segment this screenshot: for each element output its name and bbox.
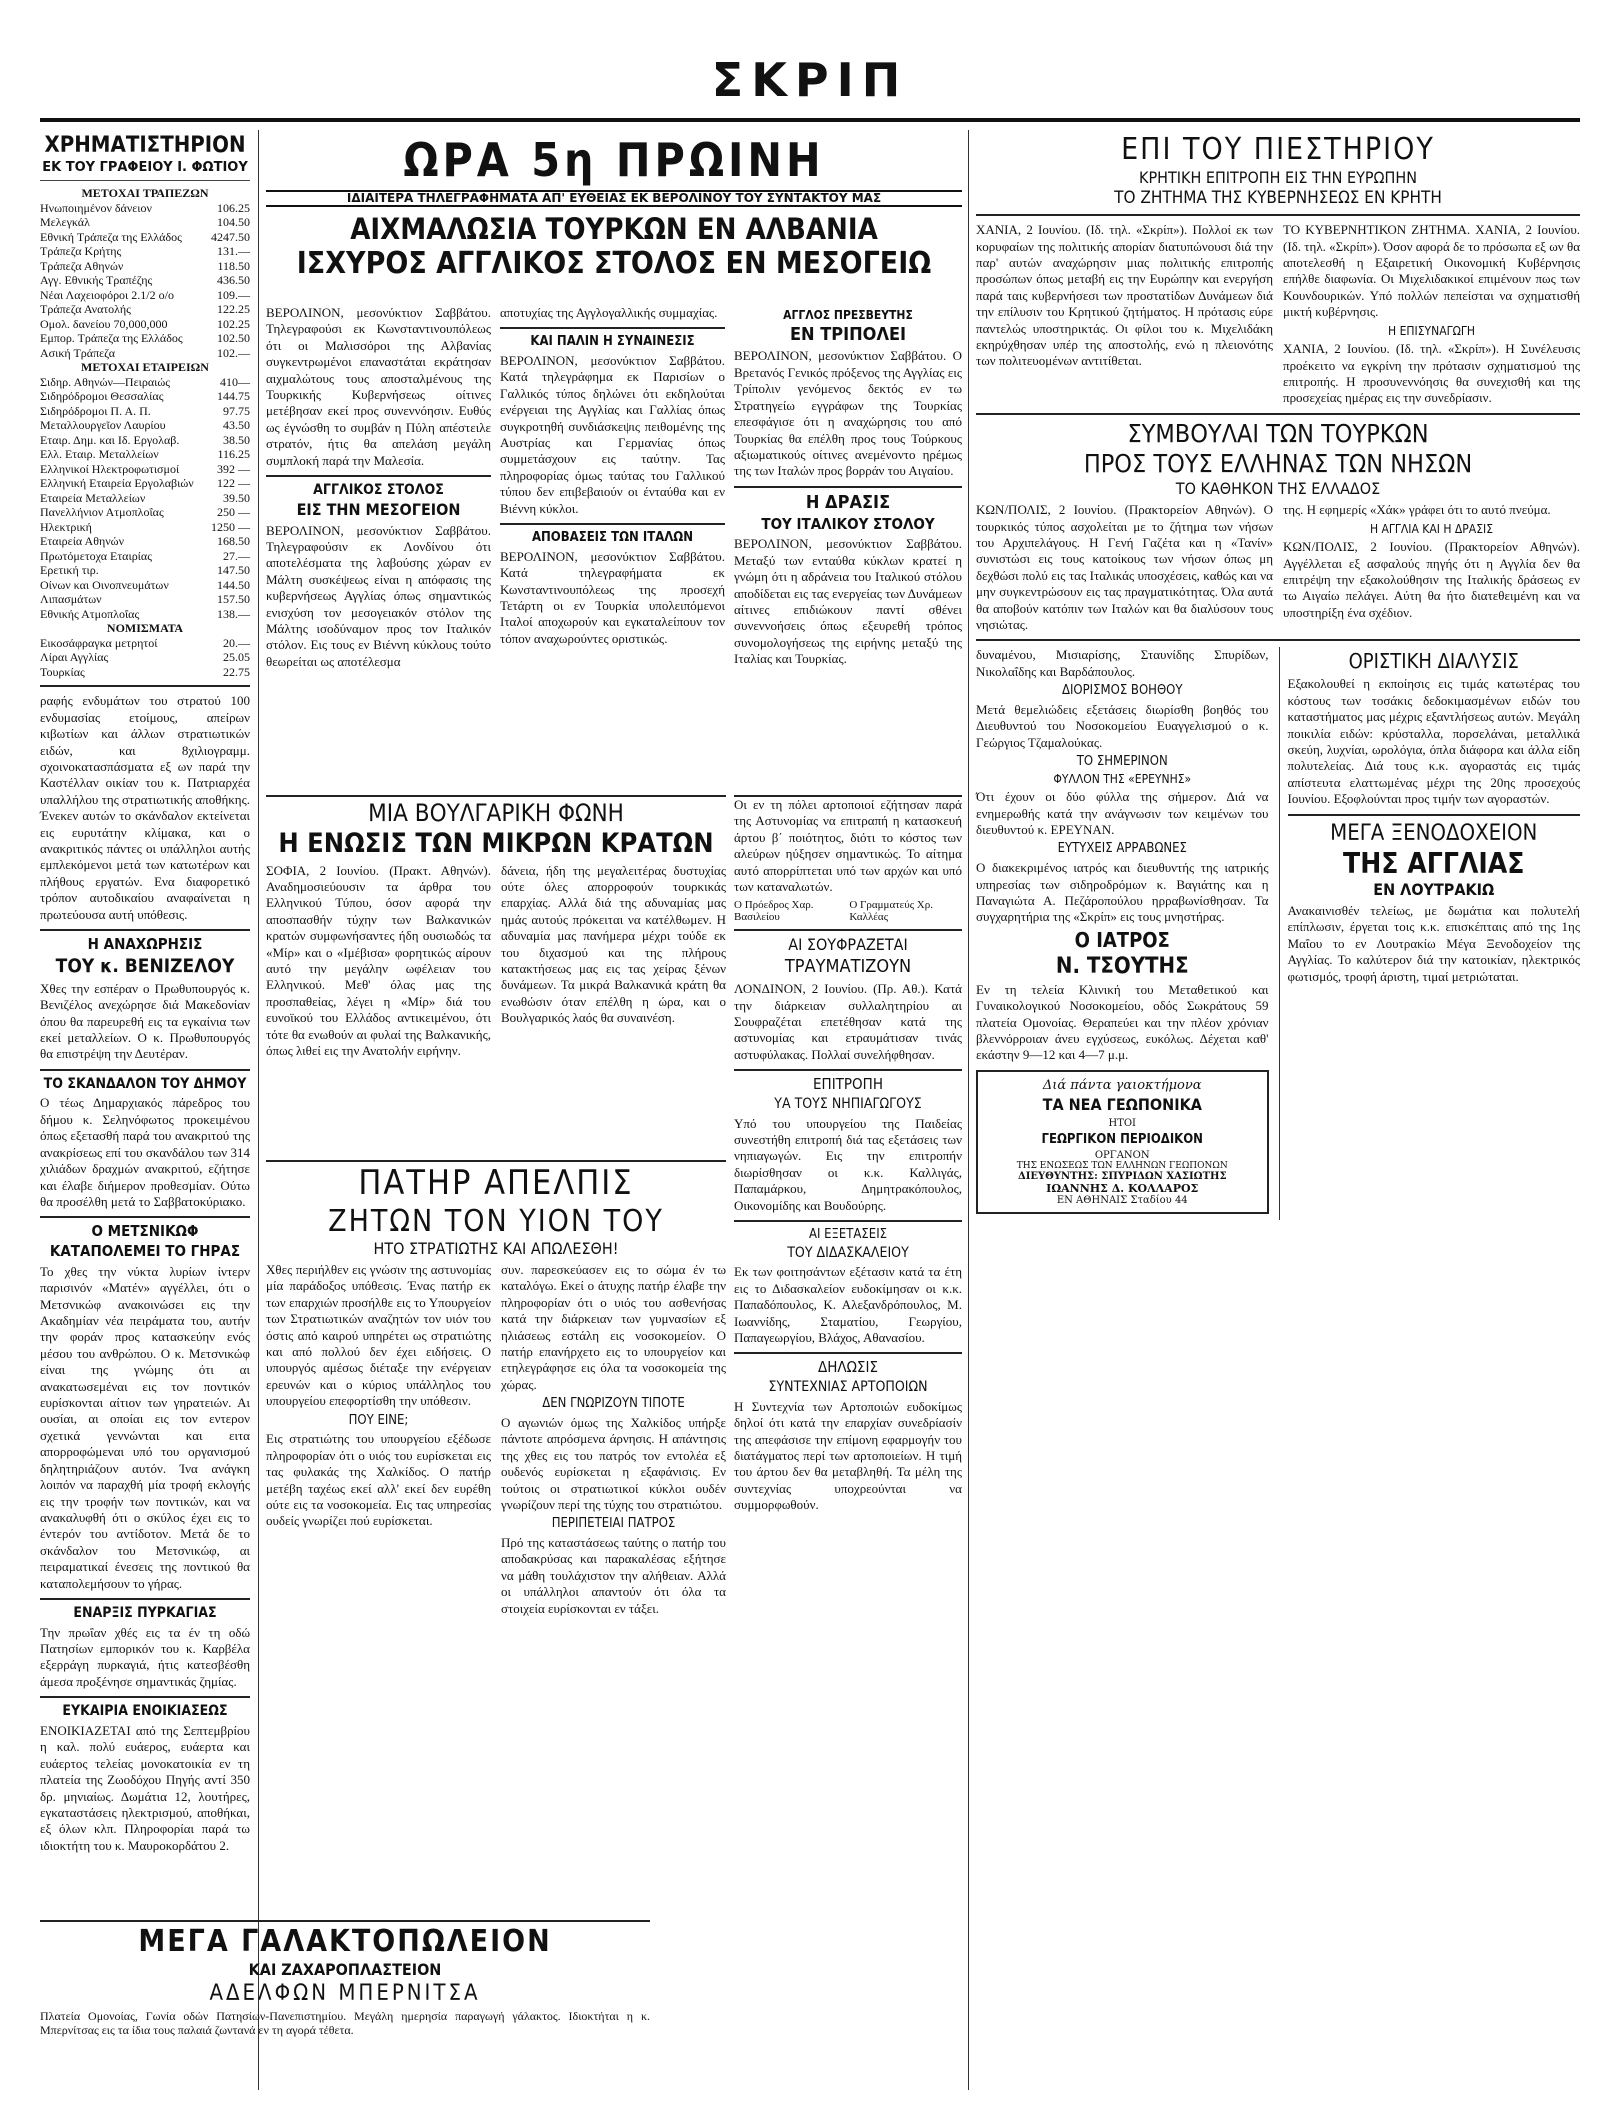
headline-kindergarten: ΥΑ ΤΟΥΣ ΝΗΠΙΑΓΩΓΟΥΣ bbox=[774, 1095, 922, 1112]
exchange-row-label: Πρωτόμετοχα Εταιρίας bbox=[40, 548, 152, 563]
exchange-row-value: 250 — bbox=[217, 505, 250, 520]
article-clothing-scandal: ραφής ενδυμάτων του στρατού 100 ενδυμασίας ετοίμους, απείρων κιβωτίων και άλλων στρατιωτικών ειδών, και 8χιλιογραμμ. σχοινοκατασπάσματα εξ ων παρά την Καστέλλαν οικίαν του κ. Πατριαρχέα υπαλλήλου της στρατιωτικής αποθήκης. Ένεκεν αυτών το σκάνδαλον εκτείνεται εις ευρυτάτην κλίμακα, και ο ανακριτικός πάντες οι υπάλληλοι αυτής εμπλεκόμενοι μετά των κατωτέρων και πλήθους εργατών. Ενα διαφορετικό τρόπον αυτοδικαίου αναφαίνεται η πρωτεύουσα αυτή υπόθεσις. bbox=[40, 693, 250, 922]
exchange-row-label: Τράπεζα Αθηνών bbox=[40, 258, 124, 273]
headline-greece-duty: ΤΟ ΚΑΘΗΚΟΝ ΤΗΣ ΕΛΛΑΔΟΣ bbox=[1175, 479, 1381, 499]
exchange-row bbox=[40, 650, 250, 665]
article-father-c: συν. παρεσκεύασεν εις το σώμα έν τω καταλόγω. Εκεί ο άτυχης πατήρ έλαβε την πληροφορίαν ότι ο υιός του ασθενήσας κατά την διάρκειαν των γυμνασίων εξ ηλιάσεως εστάλη εις νοσοκομείον. Ο πατήρ επανήρχετο εις το υπουργείον και ετηλεγράφησε εις όλα τα νοσοκομεία της χώρας. bbox=[501, 1261, 726, 1392]
exchange-row bbox=[40, 230, 250, 245]
article-advice-c: ΚΩΝ/ΠΟΛΙΣ, 2 Ιουνίου. (Πρακτορείον Αθηνών). Αγγέλλεται εξ ασφαλούς πηγής ότι η Αγγλία δεν θα επιτρέψη την εξακολούθησιν της Ιταλικής δράσεως εν τω Αιγαίω πελάγει. Αύτη θα ήτο διατεθειμένη και να υποστηρίξη ένα σχέδιον. bbox=[1283, 539, 1580, 620]
headline-engagement: ΕΥΤΥΧΕΙΣ ΑΡΡΑΒΩΝΕΣ bbox=[1057, 841, 1187, 857]
headline-afflictions: ΠΕΡΙΠΕΤΕΙΑΙ ΠΑΤΡΟΣ bbox=[551, 1516, 676, 1532]
agronomy-address: ΕΝ ΑΘΗΝΑΙΣ Σταδίου 44 bbox=[1056, 1195, 1188, 1207]
headline-doctor: Ο ΙΑΤΡΟΣ bbox=[1074, 927, 1170, 952]
headline-loutraki: ΕΝ ΛΟΥΤΡΑΚΙΩ bbox=[1373, 880, 1495, 900]
exchange-row-label: Μεταλλουργεῖον Λαυρίου bbox=[40, 418, 166, 433]
headline-soldier-lost: ΗΤΟ ΣΤΡΑΤΙΩΤΗΣ ΚΑΙ ΑΠΩΛΕΣΘΗ! bbox=[373, 1239, 619, 1259]
exchange-row-label: Λίραι Αγγλίας bbox=[40, 650, 109, 665]
headline-erevna-sheet: ΦΥΛΛΟΝ ΤΗΣ «ΕΡΕΥΝΗΣ» bbox=[1053, 771, 1192, 786]
exchange-row-label: Εικοσάφραγκα μετρητοί bbox=[40, 635, 158, 650]
column-right bbox=[976, 130, 1580, 2090]
exchange-row bbox=[40, 549, 250, 564]
exchange-row bbox=[40, 447, 250, 462]
exchange-row-value: 122.25 bbox=[217, 302, 250, 317]
article-crete-a: ΧΑΝΙΑ, 2 Ιουνίου. (Ιδ. τηλ. «Σκρίπ»). Πολλοί εκ των κορυφαίων της πολιτικής απορίαν διατυπώνουσι διά την παρ' αυτών αναχώρησιν μιας πολιτικής επιτροπής προσώπων όπως μεταβή εις την Ευρώπην και ενεργήση παρά ταις κυβερνήσεσι των προστατίδων Δυνάμεων διά την επίλυσιν του Κρητικού ζητήματος. Η πρότασις εύρε παντελώς υποστηρικτάς. Οι φίλοι του κ. Μιχελιδάκη εκηρύχθησαν υπέρ της αποστολής, ενώ η πλειονότης των πολιτευομένων αντιτίθεται. bbox=[976, 222, 1273, 369]
exchange-row-label: Ελλ. Εταιρ. Μεταλλείων bbox=[40, 447, 159, 462]
exchange-row-value: 147.50 bbox=[217, 563, 250, 578]
exchange-row-value: 118.50 bbox=[217, 258, 250, 273]
exchange-row-label: Εθνικής Ατμοπλοΐας bbox=[40, 606, 140, 621]
headline-bakers-guild: ΣΥΝΤΕΧΝΙΑΣ ΑΡΤΟΠΟΙΩΝ bbox=[768, 1379, 928, 1396]
exchange-row-label: Πανελλήνιον Ατμοπλοΐας bbox=[40, 505, 164, 520]
article-crete-b: ΤΟ ΚΥΒΕΡΝΗΤΙΚΟΝ ΖΗΤΗΜΑ. ΧΑΝΙΑ, 2 Ιουνίου. (Ιδ. τηλ. «Σκρίπ»). Όσον αφορά δε το πρόσωπα εξ ων θα αποτελεσθή η Εξαιρετική Οικονομική Κυβέρνησις επήλθε διαφωνία. Οι Μιχελιδακικοί επιμένουν πως των Κουνδουρικών. Υπό πολλών πεπείσται να σχηματισθή μικτή κυβέρνησις. bbox=[1283, 222, 1580, 320]
headline-on-press: ΕΠΙ ΤΟΥ ΠΙΕΣΤΗΡΙΟΥ bbox=[1121, 132, 1435, 167]
bank-section-title: ΜΕΤΟΧΑΙ ΤΡΑΠΕΖΩΝ bbox=[81, 186, 209, 201]
article-venizelos: Χθες την εσπέραν ο Πρωθυπουργός κ. Βενιζέλος ανεχώρησε διά Μακεδονίαν όπου θα παρευρεθή εις τα εγκαίνια των εκεί μεταλλείων. Ο κ. Πρωθυπουργός θα επιστρέψη την Δευτέραν. bbox=[40, 980, 250, 1062]
exchange-row bbox=[40, 346, 250, 361]
headline-today: ΤΟ ΣΗΜΕΡΙΝΟΝ bbox=[1076, 754, 1168, 770]
article-italian-fleet: ΒΕΡΟΛΙΝΟΝ, μεσονύκτιον Σαββάτου. Μεταξύ των ενταύθα κύκλων κρατεί η γνώμη ότι η αδράνεια του Ιταλικού στόλου αποδίδεται εις τας ενεργείας των Δυνάμεων αίτινες επιδιώκουν παντί σθένει συνεννοήσεις όπως εξευρεθή τρόπος συνομολογήσεως της ειρήνης μεταξύ της Ιταλίας και Τουρκίας. bbox=[734, 536, 962, 667]
agronomy-ad bbox=[976, 1070, 1269, 1214]
headline-municipal-scandal: ΤΟ ΣΚΑΝΔΑΛΟΝ ΤΟΥ ΔΗΜΟΥ bbox=[43, 1075, 247, 1092]
headline-action: Η ΔΡΑΣΙΣ bbox=[805, 491, 891, 513]
exchange-row-value: 25.05 bbox=[223, 650, 250, 665]
exchange-row-label: Εταιρεία Μεταλλείων bbox=[40, 490, 146, 505]
article-advice-b: της. Η εφημερίς «Χάκ» γράφει ότι το αυτό πνεύμα. bbox=[1283, 502, 1551, 518]
exchange-row bbox=[40, 418, 250, 433]
headline-to-greeks: ΠΡΟΣ ΤΟΥΣ ΕΛΛΗΝΑΣ ΤΩΝ ΝΗΣΩΝ bbox=[1083, 449, 1473, 479]
exchange-row-value: 4247.50 bbox=[211, 229, 250, 244]
agronomy-publisher: ΙΩΑΝΝΗΣ Δ. ΚΟΛΛΑΡΟΣ bbox=[1046, 1182, 1199, 1196]
exchange-row-label: Εμπορ. Τράπεζα της Ελλάδος bbox=[40, 331, 183, 346]
headline-crete-government: ΤΟ ΖΗΤΗΜΑ ΤΗΣ ΚΥΒΕΡΝΗΣΕΩΣ ΕΝ ΚΡΗΤΗ bbox=[1114, 188, 1442, 209]
headline-venizelos: ΤΟΥ κ. ΒΕΝΙΖΕΛΟΥ bbox=[55, 954, 235, 977]
article-father-a: Χθες περιήλθεν εις γνώσιν της αστυνομίας μία παράδοξος υπόθεσις. Ένας πατήρ εκ των επαρχιών προσήλθε εις το Υπουργείον των Στρατιωτικών αναζητών τον υιόν του όστις από καιρού υπηρέτει ως στρατιώτης και από πολλού δεν έχει ειδήσεις. Ο υπουργός αμέσως διέταξε την ενέργειαν ερευνών και ο κύριος υπάλληλος του υπουργείου επεφορτίσθη την υπόθεσιν. bbox=[266, 1261, 491, 1409]
agronomy-title: ΤΑ ΝΕΑ ΓΕΩΠΟΝΙΚΑ bbox=[1042, 1094, 1202, 1114]
exchange-row bbox=[40, 259, 250, 274]
exchange-row-label: Νέαι Λαχειοφόροι 2.1/2 ο/ο bbox=[40, 287, 174, 302]
article-metchnikoff: Το χθες την νύκτα λυρίων ίντερν παρισινόν «Ματέν» αγγέλλει, ότι ο Μετσνικώφ ανακοινώσει εις την Ακαδημίαν νέα πειράματα του, αυτήν την φοράν προς κατασκεύην ενός μέσου του ανθρώπου. Ο κ. Μετσνικώφ είναι της γνώμης ότι αι ανακατωσεμέναι εις τον ποντικόν ευρίσκονται αίτιον των γηρατειών. Αι ουσίαι, αι οποίαι εις τον εντερον σχετικά γεννώνται και ειτα απορροφώμεναι υπό του οργανισμού δηλητηριάζουν αυτόν. Ίνα ανάγκη λοιπόν να παραχθή μία τροφή εκλογής εις την τροφήν των ποντικών, και να ανακαλυφθή ότι ο σκύλος έχει εις το έντερόν του αντίδοτον. Μετά δε το σκάνδαλον του Μετσνικώφ, αι πειραματικαί ένεσεις της ποντικού θα καταπολεμήσουν το γήρας. bbox=[40, 1263, 250, 1591]
agronomy-tagline: Διά πάντα γαιοκτήμονα bbox=[1042, 1077, 1202, 1093]
column-left bbox=[40, 130, 250, 2090]
exchange-row bbox=[40, 244, 250, 259]
exchange-row bbox=[40, 201, 250, 216]
article-bulgarian-b: δάνεια, ήδη της μεγαλειτέρας δυστυχίας ούτε όλες απορροφούν τουρκικάς επαρχίας. Αλλά διά της αδυναμίας μας ημάς αυτούς πρόκειται να κατέλθωμεν. Η αδυναμία μας πανήμερα μέχρι τούδε εκ του διχασμού και της πλήρους κατακτήσεως μας εις τας χείρας ξένων δυνάμεων. Τα μικρά Βαλκανικά κράτη θα ενωθώσιν όταν επέλθη η ώρα, και ο Βουλγαρικός λαός θα συναινέση. bbox=[501, 862, 726, 1026]
exchange-row bbox=[40, 433, 250, 448]
article-alliance-tail: αποτυχίας της Αγγλογαλλικής συμμαχίας. bbox=[500, 305, 718, 320]
headline-withdrawal: Η ΑΝΑΧΩΡΗΣΙΣ bbox=[87, 935, 203, 954]
edition-subtitle: ΙΔΙΑΙΤΕΡΑ ΤΗΛΕΓΡΑΦΗΜΑΤΑ ΑΠ' ΕΥΘΕΙΑΣ ΕΚ ΒΕΡΟΛΙΝΟΥ ΤΟΥ ΣΥΝΤΑΚΤΟΥ ΜΑΣ bbox=[266, 190, 962, 207]
exchange-row-value: 102.50 bbox=[217, 331, 250, 346]
exchange-row-label: Ηνωποιημένον δάνειον bbox=[40, 200, 152, 215]
dairy-title: ΜΕΓΑ ΓΑΛΑΚΤΟΠΩΛΕΙΟΝ bbox=[138, 1924, 552, 1959]
middle-banner bbox=[266, 210, 962, 300]
exchange-table bbox=[40, 186, 250, 679]
exchange-row bbox=[40, 592, 250, 607]
exchange-row-value: 109.— bbox=[217, 287, 250, 302]
exchange-subtitle: ΕΚ ΤΟΥ ΓΡΑΦΕΙΟΥ Ι. ΦΩΤΙΟΥ bbox=[42, 160, 248, 176]
article-suffragettes: ΛΟΝΔΙΝΟΝ, 2 Ιουνίου. (Πρ. Αθ.). Κατά την διάρκειαν συλλαλητηρίου αι Σουφραζέται επετέθησαν κατά της αστυνομίας και ετραυμάτισαν τινάς αστυφύλακας. Πολλαί συνελήφθησαν. bbox=[734, 981, 962, 1062]
headline-declaration: ΔΗΛΩΣΙΣ bbox=[818, 1358, 878, 1377]
exchange-row-value: 22.75 bbox=[223, 664, 250, 679]
bulgarian-section bbox=[266, 795, 726, 1157]
exchange-row bbox=[40, 215, 250, 230]
exchange-row-value: 104.50 bbox=[217, 215, 250, 230]
headline-of-england: ΤΗΣ ΑΓΓΛΙΑΣ bbox=[1343, 846, 1525, 880]
exchange-row-value: 131.— bbox=[217, 244, 250, 259]
exchange-row bbox=[40, 302, 250, 317]
exchange-row-label: Τράπεζα Ανατολής bbox=[40, 302, 131, 317]
exchange-row-value: 122 — bbox=[217, 476, 250, 491]
exchange-row bbox=[40, 520, 250, 535]
article-fleet: ΒΕΡΟΛΙΝΟΝ, μεσονύκτιον Σαββάτου. Τηλεγραφούσιν εκ Λονδίνου ότι αποτελέσματα της λαβούσης χώραν εν Μάλτη συσκέψεως είναι η απόφασις της κυβερνήσεως Αγγλίας όπως σημαντικώς ενισχύση τον μεσογειακόν στόλον της Μάλτης ισοδύναμον προς τον Ιταλικόν στόλον. Εις τους εν Βιέννη κύκλους τούτο θεωρείται ως αποτέλεσμα bbox=[266, 522, 491, 669]
exchange-row-label: Ερετική τιρ. bbox=[40, 563, 99, 578]
exchange-row-label: Ελληνική Εταιρεία Εργολαβιών bbox=[40, 476, 194, 491]
headline-tripoli: ΕΝ ΤΡΙΠΟΛΕΙ bbox=[789, 323, 907, 345]
exchange-row bbox=[40, 331, 250, 346]
masthead-rule bbox=[40, 118, 1580, 122]
article-crete-c: ΧΑΝΙΑ, 2 Ιουνίου. (Ιδ. τηλ. «Σκρίπ»). Η Συνέλευσις προέκειτο να εγκρίνη την πρότασιν σχηματισμού της επιτροπής. Η προσυνεννόησις θα συνεχισθή και της προσεχείας ημέρας εις την συνεδρίασιν. bbox=[1283, 341, 1580, 406]
exchange-row-label: Εθνική Τράπεζα της Ελλάδος bbox=[40, 229, 182, 244]
exchange-row bbox=[40, 505, 250, 520]
dairy-ad bbox=[40, 1920, 650, 2042]
exchange-row-value: 138.— bbox=[217, 606, 250, 621]
headline-albania: ΑΙΧΜΑΛΩΣΙΑ ΤΟΥΡΚΩΝ ΕΝ ΑΛΒΑΝΙΑ bbox=[350, 212, 878, 246]
headline-committee: ΕΠΙΤΡΟΠΗ bbox=[813, 1075, 883, 1094]
exchange-row-value: 102.— bbox=[217, 345, 250, 360]
article-doctor: Εν τη τελεία Κλινική του Μεταθετικού και Γυναικολογικού Νοσοκομείου, οδός Σωκράτους 59 πλατεία Ομονοίας. Θεραπεύει και την πλέον χρόνιαν βλεννόρροιαν άνευ εγχύσεως, ευκόλως. Δέχεται καθ' εκάστην 9—12 και 4—7 μ.μ. bbox=[976, 981, 1269, 1063]
article-bread: Οι εν τη πόλει αρτοποιοί εζήτησαν παρά της Αστυνομίας να επιτραπή η κατασκευή άρτου β΄ ποιότητος, διότι το κόστος των αλεύρων ηύξησεν σημαντικώς. Το αίτημα αυτό απορρίπτεται υπό των αρχών και υπό των καταναλωτών. bbox=[734, 797, 962, 895]
middle-column-a bbox=[266, 305, 491, 785]
middle-top bbox=[266, 130, 962, 205]
headline-unknown: ΔΕΝ ΓΝΩΡΙΖΟΥΝ ΤΙΠΟΤΕ bbox=[542, 1396, 685, 1412]
headline-envoy: ΑΓΓΛΟΣ ΠΡΕΣΒΕΥΤΗΣ bbox=[783, 308, 913, 322]
exchange-row-label: Λιπασμάτων bbox=[40, 592, 102, 607]
exchange-row bbox=[40, 288, 250, 303]
exchange-row bbox=[40, 563, 250, 578]
exchange-row-value: 106.25 bbox=[217, 200, 250, 215]
masthead: ΣΚΡΙΠ bbox=[711, 53, 909, 107]
newspaper-page bbox=[40, 50, 1580, 2050]
headline-cretan-committee: ΚΡΗΤΙΚΗ ΕΠΙΤΡΟΠΗ ΕΙΣ ΤΗΝ ΕΥΡΩΠΗΝ bbox=[1139, 167, 1417, 187]
exchange-row-value: 39.50 bbox=[223, 490, 250, 505]
exchange-row-value: 157.50 bbox=[217, 592, 250, 607]
headline-appointment: ΔΙΟΡΙΣΜΟΣ ΒΟΗΘΟΥ bbox=[1061, 683, 1183, 699]
exchange-row-value: 436.50 bbox=[217, 273, 250, 288]
exchange-row bbox=[40, 273, 250, 288]
article-father-d: Ο αγωνιών όμως της Χαλκίδος υπήρξε πάντοτε απρόσμενα άρνησις. Η απάντησις της χθες εις του πατρός τον εντολέα εξ ουδενός ευρίσκεται η εξαφάνισις. Εν τούτοις οι στρατιωτικοί κύκλοι ουδέν γνωρίζουν περί της τύχης του στρατιώτου. bbox=[501, 1414, 726, 1512]
exchange-row bbox=[40, 462, 250, 477]
agronomy-organ: ΟΡΓΑΝΟΝ bbox=[1094, 1150, 1150, 1162]
headline-suffragettes: ΑΙ ΣΟΥΦΡΑΖΕΤΑΙ bbox=[788, 935, 908, 955]
edition-title: ΩΡΑ 5η ΠΡΩΙΝΗ bbox=[403, 133, 825, 187]
headline-injure: ΤΡΑΥΜΑΤΙΖΟΥΝ bbox=[784, 956, 912, 978]
article-bulgarian-a: ΣΟΦΙΑ, 2 Ιουνίου. (Πρακτ. Αθηνών). Αναδημοσιεύουσιν τα άρθρα του Ελληνικού Τύπου, όσον αφορά την αποσπασθήν τύχην των Βαλκανικών κρατών συμφωνήσαντες ήδη ουσιωδώς τα «Μίρ» και ο «Ιμέβισα» φορητικώς αίρουν αυτό την μεγάλην ωφέλειαν του Ελληνικού. Μεθ' όλας μας της προσπαθείας, λέγει η «Μίρ» διά του ευνοϊκού του Ελλάδος αντικειμένου, ότι τότε θα ενωθούν αι φυλαί της Βαλκανικής, όπως λιθεί εις την Ανατολήν ειρήνην. bbox=[266, 862, 491, 1058]
exchange-row-label: Εταιρ. Δημ. και Ιδ. Εργολαβ. bbox=[40, 432, 180, 447]
exchange-title: ΧΡΗΜΑΤΙΣΤΗΡΙΟΝ bbox=[44, 133, 246, 158]
exchange-row bbox=[40, 578, 250, 593]
exchange-row-value: 144.50 bbox=[217, 577, 250, 592]
dairy-text: Πλατεία Ομονοίας, Γωνία οδών Πατησίων-Πανεπιστημίου. Μεγάλη ημερησία παραγωγή γάλακτος. Ιδιοκτήται η κ. Μπερνίτσας εις τα ίδια τους παλαιά ζωντανά εν τη αγορά τέθετα. bbox=[40, 2009, 650, 2038]
headline-england-action: Η ΑΓΓΛΙΑ ΚΑΙ Η ΔΡΑΣΙΣ bbox=[1369, 521, 1494, 536]
exchange-row bbox=[40, 491, 250, 506]
exchange-row-value: 27.— bbox=[223, 548, 250, 563]
signature-secretary: Ο Γραμματεύς Χρ. Καλλέας bbox=[849, 899, 933, 924]
column-rule-1 bbox=[258, 130, 259, 2090]
exchange-row-label: Σιδηρόδρομοι Π. Α. Π. bbox=[40, 403, 151, 418]
exchange-row-value: 392 — bbox=[217, 461, 250, 476]
headline-union-small-states: Η ΕΝΩΣΙΣ ΤΩΝ ΜΙΚΡΩΝ ΚΡΑΤΩΝ bbox=[278, 828, 714, 860]
headline-turkish-advice: ΣΥΜΒΟΥΛΑΙ ΤΩΝ ΤΟΥΡΚΩΝ bbox=[1127, 418, 1429, 448]
article-again: ΒΕΡΟΛΙΝΟΝ, μεσονύκτιον Σαββάτου. Κατά τηλεγράφημα εκ Παρισίων ο Γαλλικός τύπος δηλώνει ότι εκδηλούται ενέργειαι της Αγγλίας και Γαλλίας όπως συγκροτηθή συνδιάσκεψις πειθομένης της Αυστρίας και Γερμανίας όπως συμμετάσχουν εις ταύτην. Τας πληροφορίας όμως ταύτας του Γαλλικού τύπου δεν επιβεβαιούν οι ένταύθα και εν Βιέννη κύκλοι. bbox=[500, 353, 725, 516]
signature-president: Ο Πρόεδρος Χαρ. Βασιλείου bbox=[734, 899, 814, 924]
exchange-row-label: Τουρκίας bbox=[40, 664, 85, 679]
exchange-row bbox=[40, 534, 250, 549]
exchange-row bbox=[40, 404, 250, 419]
father-section bbox=[266, 1160, 726, 1922]
exchange-row-value: 168.50 bbox=[217, 534, 250, 549]
headline-fleet-2: ΑΓΓΛΙΚΟΣ ΣΤΟΛΟΣ bbox=[313, 482, 444, 499]
article-tripoli: ΒΕΡΟΛΙΝΟΝ, μεσονύκτιον Σαββάτου. Ο Βρετανός Γενικός πρόξενος της Αγγλίας εις Τρίπολιν γενόμενος δεκτός εν τω Στρατηγείω εγγράφων της Τουρκίας επεσφάγισε ότι η αναχώρησις του από Τουρκίας θα επέλθη προς τους Τούρκους αξιωματικούς οίτινες ανεμένοντο ηρέμως της των Ιταλών προς βορράν του Αιγαίου. bbox=[734, 348, 962, 479]
headline-tsoutis: Ν. ΤΣΟΥΤΗΣ bbox=[1055, 953, 1189, 979]
article-albania: ΒΕΡΟΛΙΝΟΝ, μεσονύκτιον Σαββάτου. Τηλεγραφούσι εκ Κωνσταντινουπόλεως ότι οι Μαλισσόροι της Αλβανίας συγκεντρωμένοι επαναστάται εκράτησαν αιχμαλώτους τους αποσταλμένους της Τουρκικής Κυβερνήσεως οίτινες μετέβησαν εκεί προς συνεννόησιν. Ευθύς ως έγνώσθη το συμβάν η Πύλη απέστειλε στρατόν, ήτις θα απελάση μεγάλη συμπλοκή παρά την Μαλεσία. bbox=[266, 305, 491, 468]
headline-seeking-son: ΖΗΤΩΝ ΤΟΝ ΥΙΟΝ ΤΟΥ bbox=[328, 1203, 664, 1239]
exchange-row bbox=[40, 476, 250, 491]
article-father-e: Πρό της καταστάσεως ταύτης ο πατήρ του αποδακρύσας και παρακαλέσας εξήτησε να μάθη τουλάχιστον την αλήθειαν. Αλλά οι υπάλληλοι απαντούν ότι όλα τα στοιχεία ευρίσκονται εν τάξει. bbox=[501, 1534, 726, 1616]
exchange-row bbox=[40, 375, 250, 390]
exchange-row-label: Αγγ. Εθνικής Τραπέζης bbox=[40, 273, 153, 288]
exchange-row-value: 144.75 bbox=[217, 389, 250, 404]
exchange-row-value: 410— bbox=[220, 374, 250, 389]
exchange-row-value: 43.50 bbox=[223, 418, 250, 433]
headline-bulgarian-voice: ΜΙΑ ΒΟΥΛΓΑΡΙΚΗ ΦΩΝΗ bbox=[368, 799, 624, 827]
headline-again: ΚΑΙ ΠΑΛΙΝ Η ΣΥΝΑΙΝΕΣΙΣ bbox=[530, 334, 695, 350]
exchange-row-value: 97.75 bbox=[223, 403, 250, 418]
agronomy-director: ΔΙΕΥΘΥΝΤΗΣ: ΣΠΥΡΙΔΩΝ ΧΑΣΙΩΤΗΣ bbox=[1017, 1171, 1227, 1183]
headline-italian-fleet: ΤΟΥ ΙΤΑΛΙΚΟΥ ΣΤΟΛΟΥ bbox=[761, 514, 935, 533]
article-bakers: Η Συντεχνία των Αρτοποιών ευδοκίμως δηλοί ότι κατά την επαρχίαν συνεδρίασίν της απεφάσισε την επίμονη εφαρμογήν του διατάγματος περί των αρτοποιείων. Η τιμή του άρτου δεν θα μεταβληθή. Τα μέλη της συντεχνίας υποχρεούνται να συμμορφωθούν. bbox=[734, 1398, 962, 1513]
article-fire: Την πρωΐαν χθές εις τα έν τη οδώ Πατησίων εμπορικόν του κ. Καρβέλα εξερράγη πυρκαγιά, ήτις κατεσβέσθη άμεσα προξένησε σημαντικάς ζημίας. bbox=[40, 1624, 250, 1689]
article-advice-d: δυναμένου, Μισιαρίσης, Σταυνίδης Σπυρίδων, Νικολαΐδης και Βαρδάπουλος. bbox=[976, 647, 1269, 679]
exchange-row-value: 1250 — bbox=[211, 519, 250, 534]
middle-column-c bbox=[734, 305, 962, 785]
headline-english-fleet: ΙΣΧΥΡΟΣ ΑΓΓΛΙΚΟΣ ΣΤΟΛΟΣ ΕΝ ΜΕΣΟΓΕΙΩ bbox=[296, 246, 932, 282]
exchange-row-label: Σιδηρ. Αθηνών—Πειραιώς bbox=[40, 374, 170, 389]
middle-column-lower bbox=[734, 795, 962, 2047]
column-rule-2 bbox=[968, 130, 969, 2090]
headline-exams: ΑΙ ΕΞΕΤΑΣΕΙΣ bbox=[808, 1227, 888, 1243]
exchange-row-label: Ελληνικοί Ηλεκτροφωτισμοί bbox=[40, 461, 180, 476]
exchange-row bbox=[40, 607, 250, 622]
exchange-row bbox=[40, 636, 250, 651]
exchange-row-label: Ασική Τράπεζα bbox=[40, 345, 115, 360]
article-rent: ΕΝΟΙΚΙΑΖΕΤΑΙ από της Σεπτεμβρίου η καλ. πολύ ευάερος, ευάερτα και ευάερτος τελείας μονοκατοικία εν τη πλατεία της Ζωοδόχου Πηγής αντί 350 δρ. μηνιαίως. Δωμάτια 12, λουτήρες, εγκαταστάσεις ηλεκτρισμού, αποθήκαι, εξ όλων κλπ. Πληροφορίαι παρά τω ιδιοκτήτη του κ. Μαυροκορδάτου 2. bbox=[40, 1722, 250, 1853]
middle-column-b bbox=[500, 305, 725, 785]
article-father-b: Εις στρατιώτης του υπουργείου εξέδωσε πληροφορίαν ότι ο υιός του ευρίσκεται εις τας φυλακάς της Χαλκίδος. Ο πατήρ μετέβη ταχέως εκεί αλλ' εκεί δεν ευρέθη ούτε εις τα νοσοκομεία. Εις τας υπηρεσίας ουδείς γνωρίζει πού ευρίσκεται. bbox=[266, 1431, 491, 1529]
article-today: Ότι έχουν οι δύο φύλλα της σήμερον. Διά να ενημερωθής κατά την ανάγνωσιν των κειμένων του διευθυντού κ. ΕΡΕΥΝΑΝ. bbox=[976, 789, 1269, 838]
exchange-row-value: 20.— bbox=[223, 635, 250, 650]
article-seminary: Εκ των φοιτησάντων εξέτασιν κατά τα έτη εις το Διδασκαλείον ευδοκίμησαν οι κ.κ. Παπαδόπουλος, Κ. Αλεξανδρόπουλος, Μ. Ιωαννίδης, Σταματίου, Γεωργίου, Παπαγεωργίου, Βλάχος, Αθανασίου. bbox=[734, 1264, 962, 1345]
headline-seminary: ΤΟΥ ΔΙΔΑΣΚΑΛΕΙΟΥ bbox=[787, 1244, 909, 1261]
agronomy-connector: ΗΤΟΙ bbox=[1108, 1117, 1137, 1129]
exchange-row-value: 116.25 bbox=[217, 447, 250, 462]
exchange-row-label: Μελεγκάλ bbox=[40, 215, 90, 230]
exchange-row-label: Οίνων και Οινοπνευμάτων bbox=[40, 577, 169, 592]
coins-section-title: ΝΟΜΙΣΜΑΤΑ bbox=[106, 621, 184, 636]
headline-fleet-3: ΕΙΣ ΤΗΝ ΜΕΣΟΓΕΙΟΝ bbox=[296, 499, 461, 519]
exchange-row bbox=[40, 389, 250, 404]
exchange-row-label: Ηλεκτρική bbox=[40, 519, 92, 534]
exchange-row bbox=[40, 665, 250, 680]
headline-final-liquidation: ΟΡΙΣΤΙΚΗ ΔΙΑΛΥΣΙΣ bbox=[1348, 649, 1519, 674]
exchange-row-label: Σιδηρόδρομοι Θεσσαλίας bbox=[40, 389, 164, 404]
article-committee: Υπό του υπουργείου της Παιδείας συνεστήθη επιτροπή διά τας εξετάσεις των νηπιαγωγών. Εις την επιτροπήν διωρίσθησαν οι κ.κ. Καλλιγάς, Παπαμάρκου, Δημητρακόπουλος, Οικονομίδης και Βουδούρης. bbox=[734, 1115, 962, 1213]
article-engagement: Ο διακεκριμένος ιατρός και διευθυντής της ιατρικής υπηρεσίας των σιδηροδρόμων κ. Βαγιάτης και η Παναγιώτα Α. Πεζάροπούλου ηρραβωνίσθησαν. Τα συγχαρητήρια της «Σκρίπ» εις τους μνηστήρας. bbox=[976, 860, 1269, 925]
dairy-owners: ΑΔΕΛΦΩΝ ΜΠΕΡΝΙΤΣΑ bbox=[209, 1981, 481, 2007]
exchange-row-label: Ομολ. δανείου 70,000,000 bbox=[40, 316, 168, 331]
headline-assembly: Η ΕΠΙΣΥΝΑΓΩΓΗ bbox=[1388, 323, 1475, 338]
headline-grand-hotel: ΜΕΓΑ ΞΕΝΟΔΟΧΕΙΟΝ bbox=[1330, 820, 1538, 846]
agronomy-periodical: ΓΕΩΡΓΙΚΟΝ ΠΕΡΙΟΔΙΚΟΝ bbox=[1041, 1131, 1203, 1147]
article-italian-dissolve: ΒΕΡΟΛΙΝΟΝ, μεσονύκτιον Σαββάτου. Κατά τηλεγραφήματα εκ Κωνσταντινουπόλεως της προσεχή Τετάρτη οι εν Τουρκία υπολειπόμενοι Ιταλοί αποχωρούν και εγκαταλείπουν τον τόπον αναχωρούντες οριστικώς. bbox=[500, 548, 725, 646]
exchange-row-label: Εταιρεία Αθηνών bbox=[40, 534, 124, 549]
exchange-row-value: 38.50 bbox=[223, 432, 250, 447]
article-advice-a: ΚΩΝ/ΠΟΛΙΣ, 2 Ιουνίου. (Πρακτορείον Αθηνών). Ο τουρκικός τύπος ασχολείται με το ζήτημα των νήσων του Αρχιπελάγους. Η Γενή Γαζέτα και η «Τανίν» συνιστώσι εις τους κατοίκους των νήσων όπως μη δεχθώσι πολύ εις τας Ιταλικάς υποσχέσεις, καθώς και να μην συγκεντρώσουν εις τας πραγματικότητας. Όλα αυτά θα αποβούν κατόπιν των Ιταλών και θα διαλύσουν τους νησιώτας. bbox=[976, 502, 1273, 632]
exchange-row bbox=[40, 317, 250, 332]
article-hotel: Ανακαινισθέν τελείως, με δωμάτια και πολυτελή επίπλωσιν, έργεται τοις κ.κ. επισκέπταις από της 1ης Μαΐου το εν Λουτρακίω Μέγα Ξενοδοχείον της Αγγλίας. Το καλύτερον διά την κατοικίαν, ηλεκτρικός φωτισμός, τροφή άριστη, τιμαί μετριώταται. bbox=[1287, 902, 1580, 984]
headline-metchnikoff: Ο ΜΕΤΣΝΙΚΩΦ bbox=[91, 1222, 199, 1241]
dairy-subtitle: ΚΑΙ ΖΑΧΑΡΟΠΛΑΣΤΕΙΟΝ bbox=[248, 1959, 442, 1979]
article-appointment: Μετά θεμελιώδεις εξετάσεις διωρίσθη βοηθός του Διευθυντού του Νοσοκομείου Ευαγγελισμού ο κ. Γεώργιος Τζαμαλούκας. bbox=[976, 701, 1269, 750]
company-section-title: ΜΕΤΟΧΑΙ ΕΤΑΙΡΕΙΩΝ bbox=[81, 360, 209, 375]
headline-aging: ΚΑΤΑΠΟΛΕΜΕΙ ΤΟ ΓΗΡΑΣ bbox=[49, 1242, 241, 1261]
headline-fire: ΕΝΑΡΞΙΣ ΠΥΡΚΑΓΙΑΣ bbox=[73, 1604, 217, 1621]
headline-rent: ΕΥΚΑΙΡΙΑ ΕΝΟΙΚΙΑΣΕΩΣ bbox=[62, 1703, 228, 1720]
article-municipal-scandal: Ο τέως Δημαρχιακός πάρεδρος του δήμου κ. Σεληνόφωτος προκειμένου όπως εξετασθή παρά του ανακριτού της ανακρίσεως επί του σκανδάλου των 314 χιλιάδων δραχμών ανακριτού, εζήτησε και έλαβε διήμερον προθεσμίαν. Ούτω θα προσέλθη μετά το Σαββατοκύριακο. bbox=[40, 1095, 250, 1209]
article-liquidation: Εξακολουθεί η εκποίησις εις τιμάς κατωτέρας του κόστους των τοσάκις δεδοκιμασμένων ειδών του καταστήματος μας μέχρις εξαντλήσεως αυτών. Μεγάλη ποικιλία ειδών: κρύσταλλα, πορσελάναι, μεταλλικά σκεύη, λυχνίαι, ωρολόγια, όπλα διάφορα και άλλα είδη πολυτελείας. Διά τους κ.κ. αγοραστάς εις τιμάς απίστευτα ελαττωμένας μέχρι της 20ης προσεχούς Ιουνίου. Εξοφλούνται προς τιμήν των αγοραστών. bbox=[1287, 676, 1580, 807]
exchange-row-value: 102.25 bbox=[217, 316, 250, 331]
headline-father: ΠΑΤΗΡ ΑΠΕΛΠΙΣ bbox=[358, 1163, 634, 1203]
exchange-row-label: Τράπεζα Κρήτης bbox=[40, 244, 122, 259]
agronomy-union: ΤΗΣ ΕΝΩΣΕΩΣ ΤΩΝ ΕΛΛΗΝΩΝ ΓΕΩΠΟΝΩΝ bbox=[1016, 1161, 1228, 1172]
headline-italian-dissolve: ΑΠΟΒΑΣΕΙΣ ΤΩΝ ΙΤΑΛΩΝ bbox=[531, 530, 694, 546]
headline-where: ΠΟΥ ΕΙΝΕ; bbox=[348, 1412, 409, 1428]
